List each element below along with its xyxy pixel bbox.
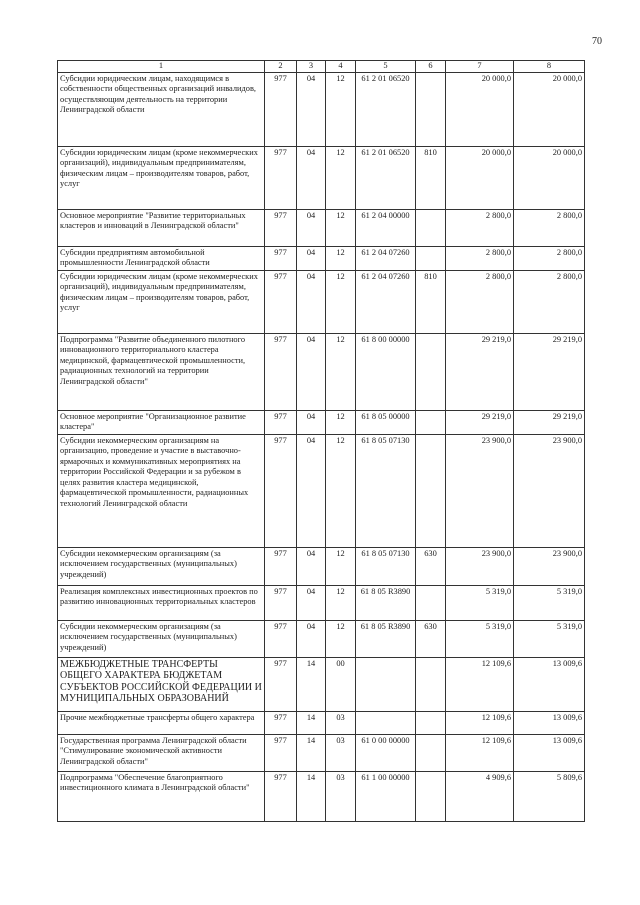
amount-year1-cell: 12 109,6 <box>446 711 514 734</box>
section-code-cell: 04 <box>297 620 326 657</box>
expense-type-cell <box>416 734 446 771</box>
amount-year2-cell: 29 219,0 <box>514 410 585 434</box>
amount-year1-cell: 20 000,0 <box>446 146 514 209</box>
expense-type-cell <box>416 246 446 270</box>
row-name-cell: Государственная программа Ленинградской области "Стимулирование экономической активности Ленинградской области" <box>58 734 265 771</box>
target-article-cell: 61 2 04 00000 <box>356 209 416 246</box>
section-code-cell: 14 <box>297 711 326 734</box>
section-code-cell: 04 <box>297 146 326 209</box>
section-code-cell: 04 <box>297 270 326 333</box>
amount-year2-cell: 5 319,0 <box>514 620 585 657</box>
column-header-3: 3 <box>297 61 326 73</box>
section-code-cell: 04 <box>297 547 326 585</box>
table-row <box>58 270 585 333</box>
amount-year2-cell: 13 009,6 <box>514 711 585 734</box>
target-article-cell <box>356 711 416 734</box>
table-row <box>58 146 585 209</box>
row-name-cell: Субсидии некоммерческим организациям (за исключением государственных (муниципальных) учреждений) <box>58 620 265 657</box>
target-article-cell: 61 8 05 00000 <box>356 410 416 434</box>
amount-year2-cell: 2 800,0 <box>514 270 585 333</box>
column-header-4: 4 <box>326 61 356 73</box>
amount-year2-cell: 2 800,0 <box>514 209 585 246</box>
ministry-code-cell: 977 <box>265 547 297 585</box>
ministry-code-cell: 977 <box>265 711 297 734</box>
budget-table <box>57 60 585 822</box>
column-header-2: 2 <box>265 61 297 73</box>
subsection-code-cell: 12 <box>326 585 356 620</box>
target-article-cell: 61 8 05 R3890 <box>356 620 416 657</box>
expense-type-cell: 630 <box>416 620 446 657</box>
amount-year1-cell: 5 319,0 <box>446 620 514 657</box>
amount-year1-cell: 2 800,0 <box>446 246 514 270</box>
ministry-code-cell: 977 <box>265 270 297 333</box>
expense-type-cell: 810 <box>416 270 446 333</box>
table-row <box>58 585 585 620</box>
subsection-code-cell: 12 <box>326 246 356 270</box>
amount-year2-cell: 20 000,0 <box>514 72 585 146</box>
row-name-cell: Субсидии предприятиям автомобильной промышленности Ленинградской области <box>58 246 265 270</box>
table-row <box>58 547 585 585</box>
target-article-cell: 61 2 04 07260 <box>356 246 416 270</box>
section-code-cell: 04 <box>297 333 326 410</box>
expense-type-cell <box>416 711 446 734</box>
subsection-code-cell: 12 <box>326 333 356 410</box>
table-row <box>58 333 585 410</box>
ministry-code-cell: 977 <box>265 246 297 270</box>
amount-year1-cell: 12 109,6 <box>446 734 514 771</box>
target-article-cell: 61 1 00 00000 <box>356 771 416 821</box>
expense-type-cell: 810 <box>416 146 446 209</box>
amount-year2-cell: 5 809,6 <box>514 771 585 821</box>
target-article-cell: 61 2 04 07260 <box>356 270 416 333</box>
amount-year2-cell: 13 009,6 <box>514 657 585 711</box>
row-name-cell: Субсидии некоммерческим организациям на организацию, проведение и участие в выставочно-ярмарочных и коммуникативных мероприятиях на территории Российской Федерации и за рубежом в целях развития кластера медицинской, фармацевтической промышленности, радиационных технологий Ленинградской области <box>58 434 265 547</box>
subsection-code-cell: 03 <box>326 771 356 821</box>
row-name-cell: Основное мероприятие "Организационное развитие кластера" <box>58 410 265 434</box>
page-number: 70 <box>592 36 602 47</box>
subsection-code-cell: 12 <box>326 547 356 585</box>
amount-year1-cell: 2 800,0 <box>446 270 514 333</box>
subsection-code-cell: 12 <box>326 146 356 209</box>
subsection-code-cell: 12 <box>326 620 356 657</box>
subsection-code-cell: 03 <box>326 711 356 734</box>
amount-year1-cell: 23 900,0 <box>446 434 514 547</box>
amount-year2-cell: 29 219,0 <box>514 333 585 410</box>
ministry-code-cell: 977 <box>265 410 297 434</box>
row-name-cell: Субсидии юридическим лицам (кроме некоммерческих организаций), индивидуальным предпринимателям, физическим лицам – производителям товаров, работ, услуг <box>58 270 265 333</box>
table-row <box>58 657 585 711</box>
section-code-cell: 14 <box>297 771 326 821</box>
subsection-code-cell: 12 <box>326 434 356 547</box>
section-code-cell: 04 <box>297 585 326 620</box>
amount-year1-cell: 29 219,0 <box>446 333 514 410</box>
column-header-8: 8 <box>514 61 585 73</box>
target-article-cell: 61 8 05 R3890 <box>356 585 416 620</box>
table-row <box>58 771 585 821</box>
table-row <box>58 620 585 657</box>
row-name-cell: Субсидии юридическим лицам (кроме некоммерческих организаций), индивидуальным предпринимателям, физическим лицам – производителям товаров, работ, услуг <box>58 146 265 209</box>
section-code-cell: 14 <box>297 734 326 771</box>
subsection-code-cell: 12 <box>326 72 356 146</box>
ministry-code-cell: 977 <box>265 146 297 209</box>
column-header-6: 6 <box>416 61 446 73</box>
amount-year2-cell: 2 800,0 <box>514 246 585 270</box>
table-row <box>58 72 585 146</box>
target-article-cell: 61 8 00 00000 <box>356 333 416 410</box>
amount-year2-cell: 23 900,0 <box>514 547 585 585</box>
ministry-code-cell: 977 <box>265 620 297 657</box>
table-row <box>58 209 585 246</box>
ministry-code-cell: 977 <box>265 72 297 146</box>
target-article-cell <box>356 657 416 711</box>
amount-year2-cell: 23 900,0 <box>514 434 585 547</box>
ministry-code-cell: 977 <box>265 209 297 246</box>
subsection-code-cell: 12 <box>326 410 356 434</box>
table-row <box>58 711 585 734</box>
expense-type-cell <box>416 657 446 711</box>
table-row <box>58 434 585 547</box>
amount-year1-cell: 2 800,0 <box>446 209 514 246</box>
table-row <box>58 410 585 434</box>
amount-year1-cell: 23 900,0 <box>446 547 514 585</box>
target-article-cell: 61 2 01 06520 <box>356 72 416 146</box>
row-name-cell: Подпрограмма "Развитие объединенного пилотного инновационного территориального кластера медицинской, фармацевтической промышленности, радиационных технологий на территории Ленинградской области" <box>58 333 265 410</box>
subsection-code-cell: 03 <box>326 734 356 771</box>
section-code-cell: 04 <box>297 72 326 146</box>
amount-year1-cell: 20 000,0 <box>446 72 514 146</box>
section-code-cell: 14 <box>297 657 326 711</box>
expense-type-cell <box>416 72 446 146</box>
table-row <box>58 246 585 270</box>
row-name-cell: Субсидии некоммерческим организациям (за исключением государственных (муниципальных) учреждений) <box>58 547 265 585</box>
expense-type-cell <box>416 434 446 547</box>
target-article-cell: 61 8 05 07130 <box>356 547 416 585</box>
amount-year2-cell: 20 000,0 <box>514 146 585 209</box>
row-name-cell: МЕЖБЮДЖЕТНЫЕ ТРАНСФЕРТЫ ОБЩЕГО ХАРАКТЕРА БЮДЖЕТАМ СУБЪЕКТОВ РОССИЙСКОЙ ФЕДЕРАЦИИ И МУНИЦИПАЛЬНЫХ ОБРАЗОВАНИЙ <box>58 657 265 711</box>
column-header-5: 5 <box>356 61 416 73</box>
section-code-cell: 04 <box>297 410 326 434</box>
expense-type-cell: 630 <box>416 547 446 585</box>
amount-year1-cell: 4 909,6 <box>446 771 514 821</box>
subsection-code-cell: 00 <box>326 657 356 711</box>
table-row <box>58 734 585 771</box>
target-article-cell: 61 8 05 07130 <box>356 434 416 547</box>
amount-year2-cell: 13 009,6 <box>514 734 585 771</box>
expense-type-cell <box>416 771 446 821</box>
target-article-cell: 61 2 01 06520 <box>356 146 416 209</box>
expense-type-cell <box>416 333 446 410</box>
amount-year2-cell: 5 319,0 <box>514 585 585 620</box>
subsection-code-cell: 12 <box>326 209 356 246</box>
expense-type-cell <box>416 585 446 620</box>
ministry-code-cell: 977 <box>265 333 297 410</box>
amount-year1-cell: 12 109,6 <box>446 657 514 711</box>
expense-type-cell <box>416 410 446 434</box>
row-name-cell: Прочие межбюджетные трансферты общего характера <box>58 711 265 734</box>
section-code-cell: 04 <box>297 209 326 246</box>
row-name-cell: Подпрограмма "Обеспечение благоприятного инвестиционного климата в Ленинградской области" <box>58 771 265 821</box>
ministry-code-cell: 977 <box>265 657 297 711</box>
target-article-cell: 61 0 00 00000 <box>356 734 416 771</box>
row-name-cell: Субсидии юридическим лицам, находящимся в собственности общественных организаций инвалидов, осуществляющим деятельность на территории Ленинградской области <box>58 72 265 146</box>
row-name-cell: Реализация комплексных инвестиционных проектов по развитию инновационных территориальных кластеров <box>58 585 265 620</box>
amount-year1-cell: 29 219,0 <box>446 410 514 434</box>
column-header-row <box>58 61 585 73</box>
column-header-1: 1 <box>58 61 265 73</box>
row-name-cell: Основное мероприятие "Развитие территориальных кластеров и инноваций в Ленинградской области" <box>58 209 265 246</box>
section-code-cell: 04 <box>297 434 326 547</box>
expense-type-cell <box>416 209 446 246</box>
column-header-7: 7 <box>446 61 514 73</box>
amount-year1-cell: 5 319,0 <box>446 585 514 620</box>
ministry-code-cell: 977 <box>265 734 297 771</box>
ministry-code-cell: 977 <box>265 434 297 547</box>
subsection-code-cell: 12 <box>326 270 356 333</box>
ministry-code-cell: 977 <box>265 585 297 620</box>
section-code-cell: 04 <box>297 246 326 270</box>
ministry-code-cell: 977 <box>265 771 297 821</box>
